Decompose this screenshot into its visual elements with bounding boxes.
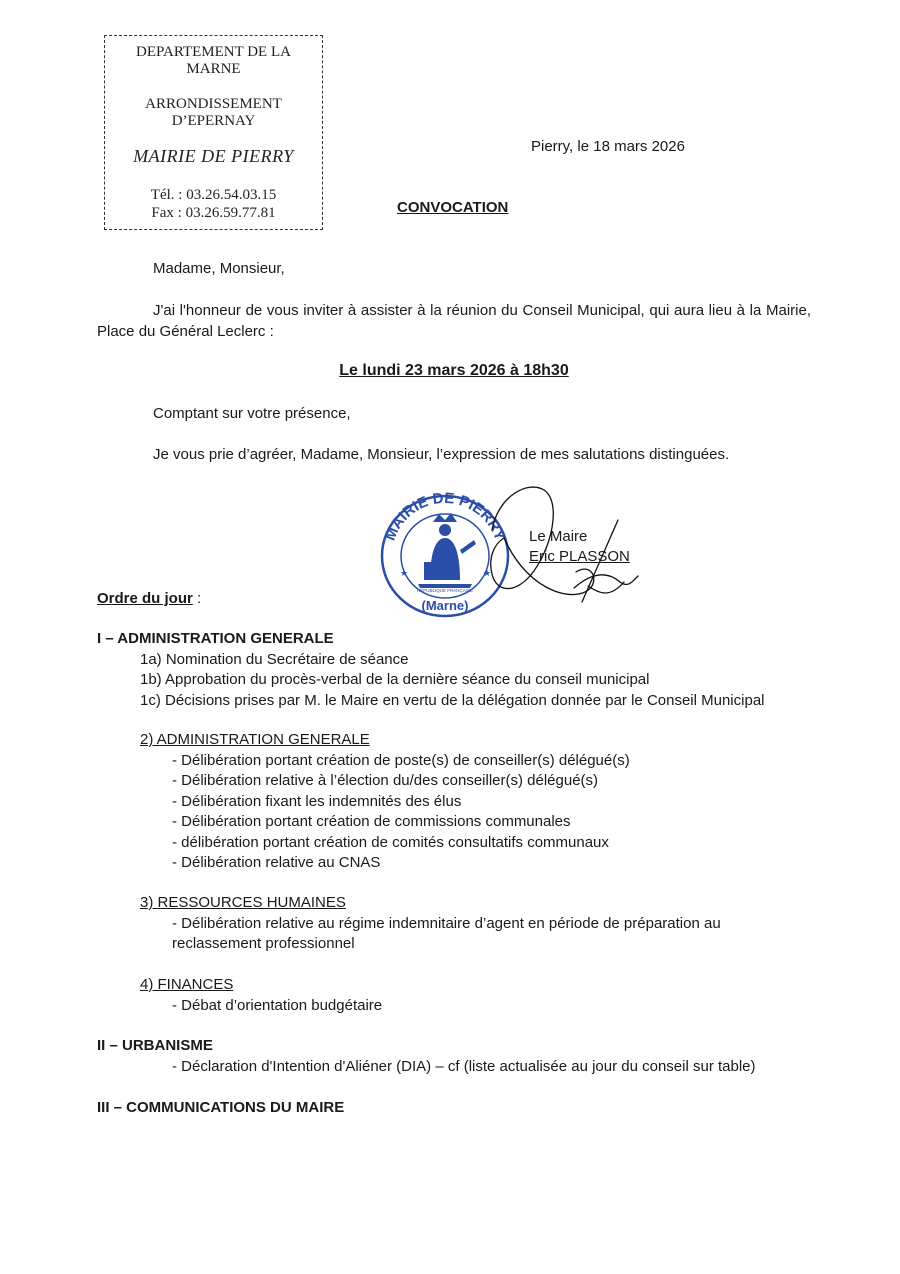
signature-role: Le Maire	[529, 528, 588, 545]
counting-line: Comptant sur votre présence,	[153, 405, 351, 422]
telephone: Tél. : 03.26.54.03.15	[150, 187, 277, 203]
intro-paragraph: J'ai l'honneur de vous inviter à assister à la réunion du Conseil Municipal, qui aura lieu à la Mairie, Place du Général Leclerc :	[97, 302, 811, 340]
section-administration-generale: I – ADMINISTRATION GENERALE	[97, 630, 334, 647]
stamp-star-left-icon: ★	[400, 568, 409, 578]
departement-line2: MARNE	[186, 61, 241, 77]
agenda-heading	[97, 589, 201, 609]
agenda-title: Ordre du jour	[97, 590, 193, 607]
departement-line1: DEPARTEMENT DE LA	[136, 44, 291, 60]
section-communications: III – COMMUNICATIONS DU MAIRE	[97, 1099, 345, 1116]
meeting-datetime: Le lundi 23 mars 2026 à 18h30	[339, 362, 569, 379]
stamp-banner-text: RÉPUBLIQUE FRANÇAISE	[416, 588, 474, 593]
agenda-item-2-6: - Délibération relative au CNAS	[172, 854, 381, 871]
handwritten-signature	[470, 478, 642, 610]
stamp-star-right-icon: ★	[483, 568, 492, 578]
subsection-ressources-humaines: 3) RESSOURCES HUMAINES	[140, 894, 346, 911]
agenda-item-3-1-cont: reclassement professionnel	[172, 935, 355, 952]
agenda-item-2-2: - Délibération relative à l’élection du/des conseiller(s) délégué(s)	[172, 772, 599, 789]
subsection-administration-generale: 2) ADMINISTRATION GENERALE	[140, 731, 370, 748]
salutation: Madame, Monsieur,	[153, 260, 285, 277]
section-urbanisme: II – URBANISME	[97, 1037, 213, 1054]
closing-formula: Je vous prie d’agréer, Madame, Monsieur, l’expression de mes salutations distinguées.	[153, 446, 730, 463]
subsection-finances: 4) FINANCES	[140, 976, 234, 993]
marianne-figure-icon	[418, 513, 476, 588]
fax: Fax : 03.26.59.77.81	[151, 205, 276, 221]
signature-name: Eric PLASSON	[529, 548, 630, 565]
agenda-item-dia: - Déclaration d'Intention d'Aliéner (DIA) – cf (liste actualisée au jour du conseil sur table)	[172, 1058, 756, 1075]
agenda-title-suffix: :	[192, 590, 202, 607]
agenda-item-1a: 1a) Nomination du Secrétaire de séance	[140, 651, 409, 668]
stamp-bottom-text: (Marne)	[421, 598, 469, 613]
agenda-item-2-4: - Délibération portant création de commissions communales	[172, 813, 571, 830]
letterhead-box	[104, 35, 323, 230]
arrondissement-line1: ARRONDISSEMENT	[145, 96, 282, 112]
mairie-name: MAIRIE DE PIERRY	[133, 146, 294, 166]
agenda-item-2-5: - délibération portant création de comités consultatifs communaux	[172, 834, 609, 851]
stamp-ring-text: MAIRIE DE PIERRY	[381, 492, 509, 543]
arrondissement-line2: D’EPERNAY	[171, 113, 256, 129]
agenda-item-3-1: - Délibération relative au régime indemnitaire d’agent en période de préparation au	[172, 915, 721, 932]
agenda-item-4-1: - Débat d’orientation budgétaire	[172, 997, 383, 1014]
agenda-item-2-1: - Délibération portant création de poste(s) de conseiller(s) délégué(s)	[172, 752, 630, 769]
document-title: CONVOCATION	[397, 199, 509, 216]
date-line: Pierry, le 18 mars 2026	[531, 138, 685, 155]
agenda-item-1c: 1c) Décisions prises par M. le Maire en vertu de la délégation donnée par le Conseil Municipal	[140, 692, 765, 709]
agenda-item-2-3: - Délibération fixant les indemnités des élus	[172, 793, 462, 810]
agenda-item-1b: 1b) Approbation du procès-verbal de la dernière séance du conseil municipal	[140, 671, 650, 688]
